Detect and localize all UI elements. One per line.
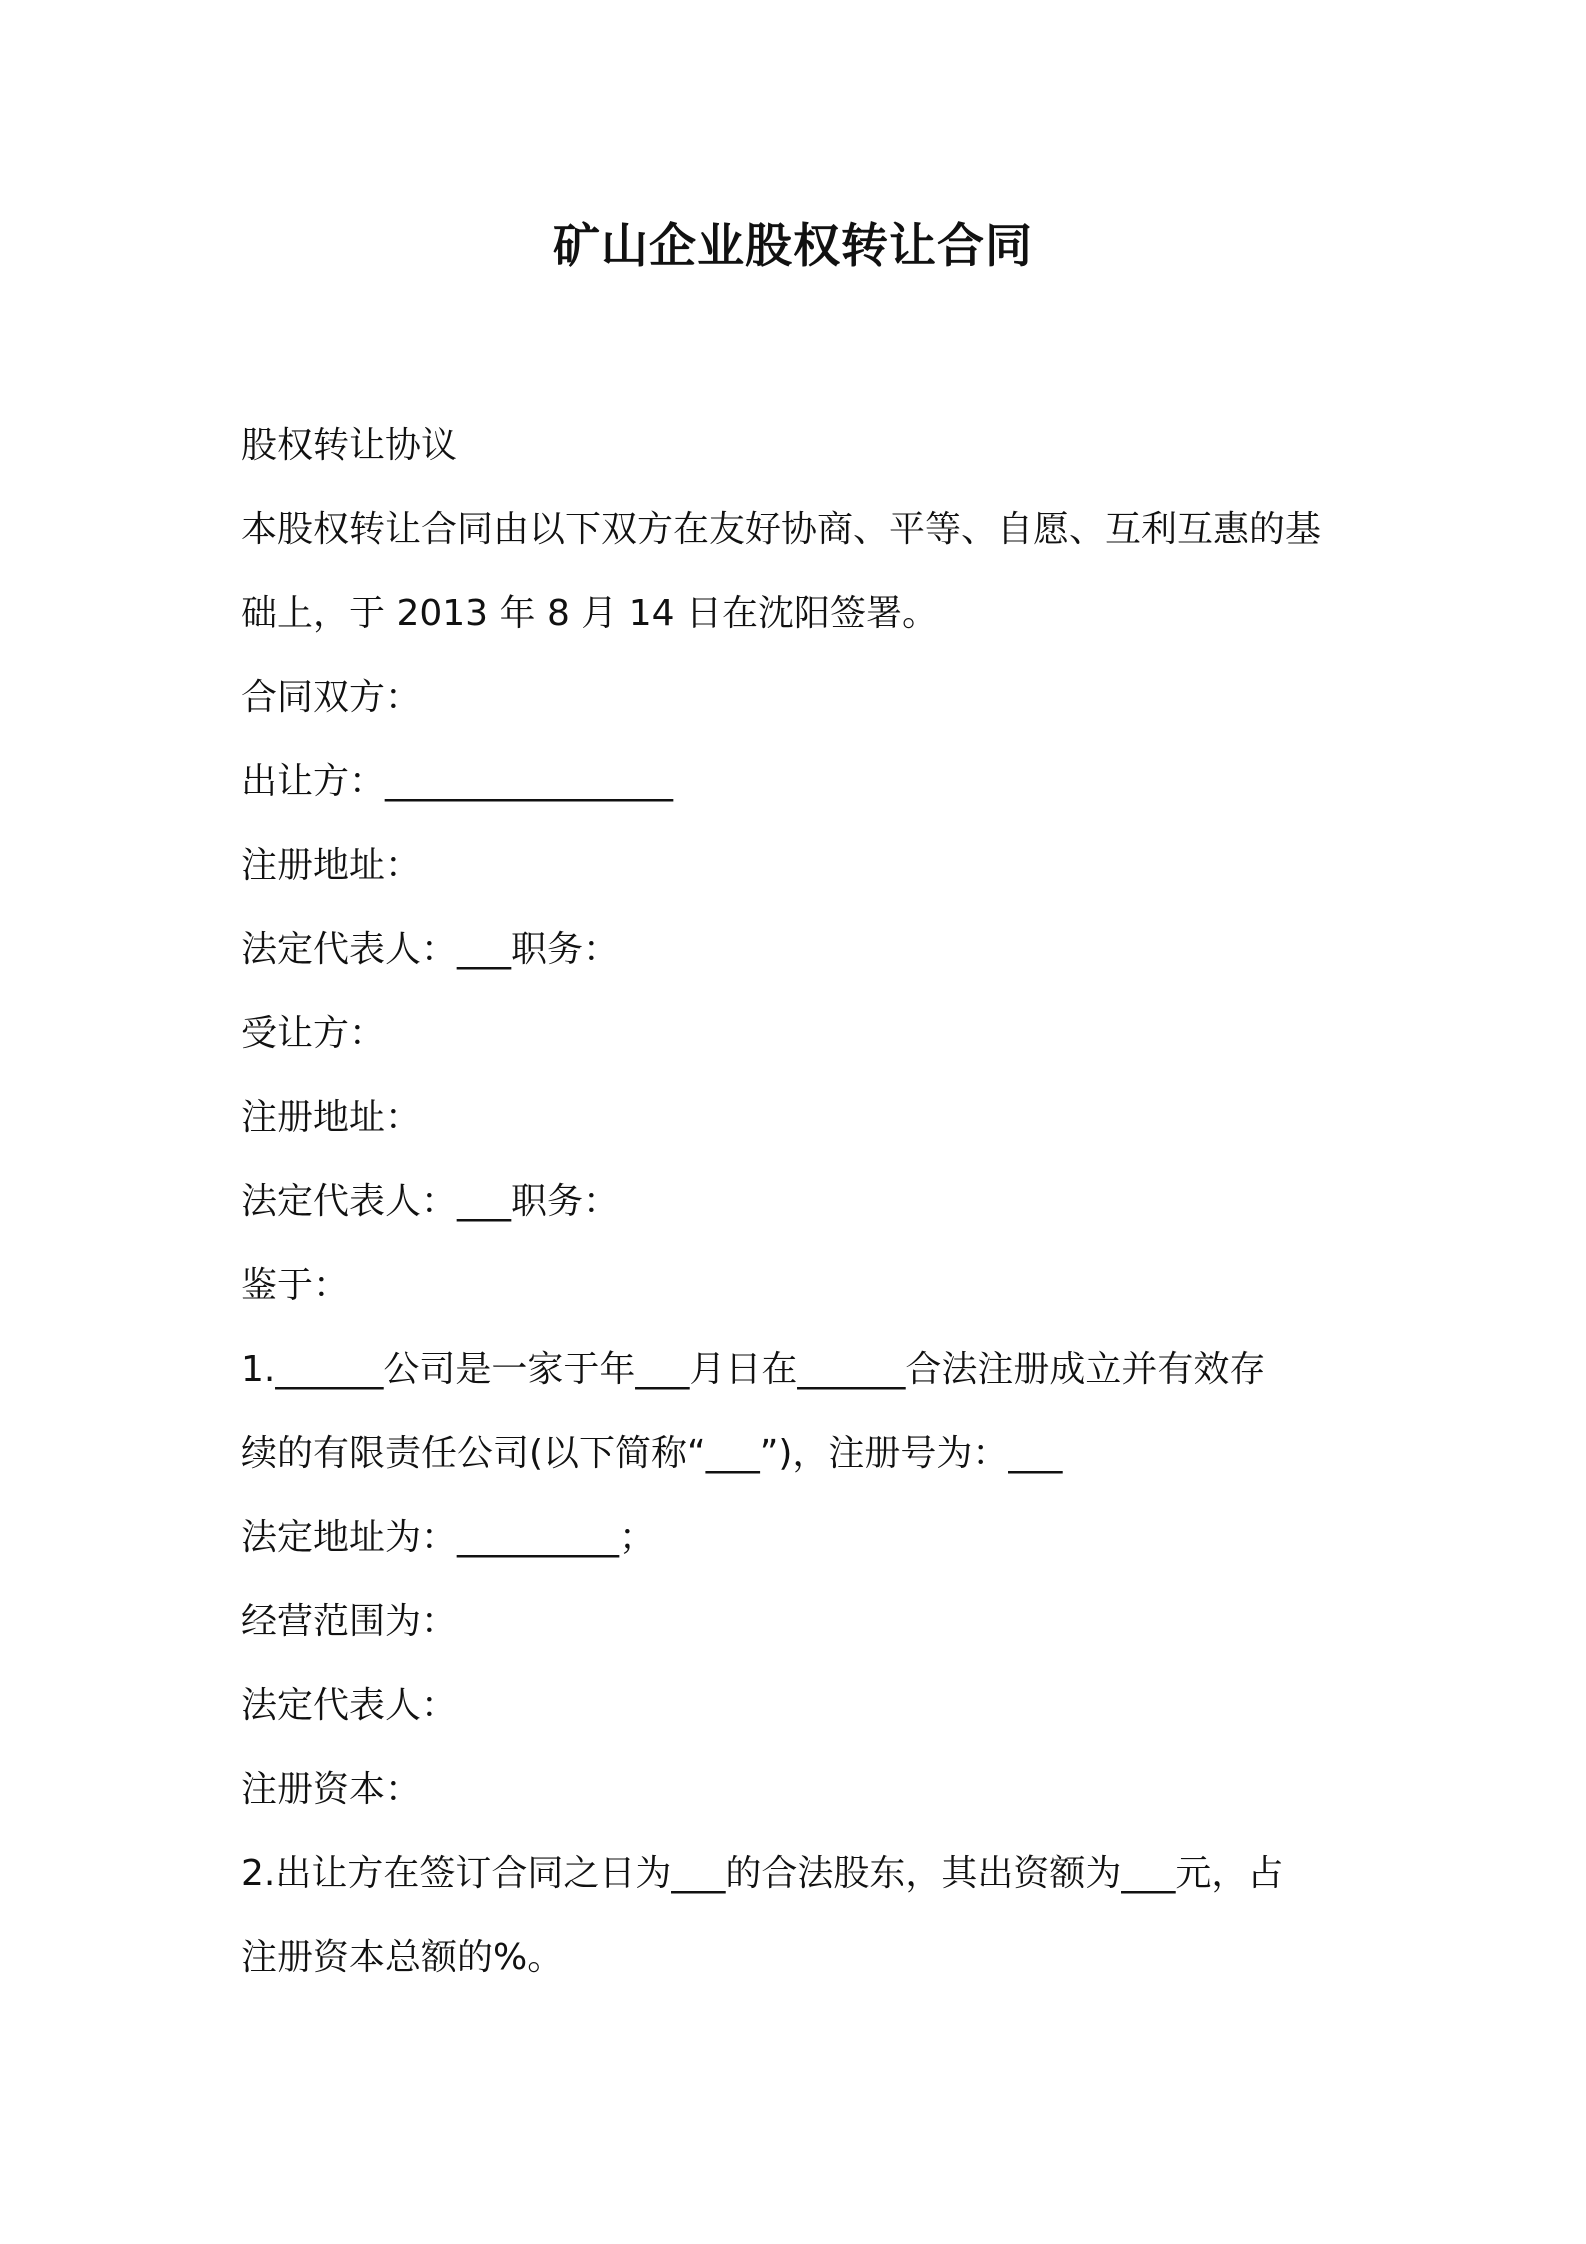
- transferor-representative-line: 法定代表人：___职务：: [241, 929, 620, 970]
- transferor-address-line: 注册地址：: [241, 845, 422, 886]
- registered-capital-line: 注册资本：: [241, 1769, 422, 1810]
- transferee-address-line: 注册地址：: [241, 1097, 422, 1138]
- clause-1-line: 1.______公司是一家于年___月日在______合法注册成立并有效存: [241, 1349, 1266, 1390]
- business-scope-line: 经营范围为：: [241, 1601, 458, 1642]
- legal-representative-line: 法定代表人：: [241, 1685, 458, 1726]
- intro-paragraph-line: 础上，于 2013 年 8 月 14 日在沈阳签署。: [241, 593, 938, 634]
- transferor-line: 出让方：________________: [241, 761, 674, 802]
- clause-2-line: 注册资本总额的%。: [241, 1937, 564, 1978]
- transferee-line: 受让方：: [241, 1013, 386, 1054]
- legal-address-line: 法定地址为：_________；: [241, 1517, 656, 1558]
- section-heading: 股权转让协议: [241, 425, 458, 466]
- whereas-heading: 鉴于：: [241, 1265, 350, 1306]
- document-body: [241, 404, 1361, 2000]
- clause-2-line: 2.出让方在签订合同之日为___的合法股东，其出资额为___元，占: [241, 1853, 1284, 1894]
- intro-paragraph-line: 本股权转让合同由以下双方在友好协商、平等、自愿、互利互惠的基: [241, 509, 1322, 550]
- clause-1-line: 续的有限责任公司(以下简称“___”)，注册号为：___: [241, 1433, 1063, 1474]
- transferee-representative-line: 法定代表人：___职务：: [241, 1181, 620, 1222]
- document-title: 矿山企业股权转让合同: [553, 219, 1033, 274]
- parties-heading: 合同双方：: [241, 677, 422, 718]
